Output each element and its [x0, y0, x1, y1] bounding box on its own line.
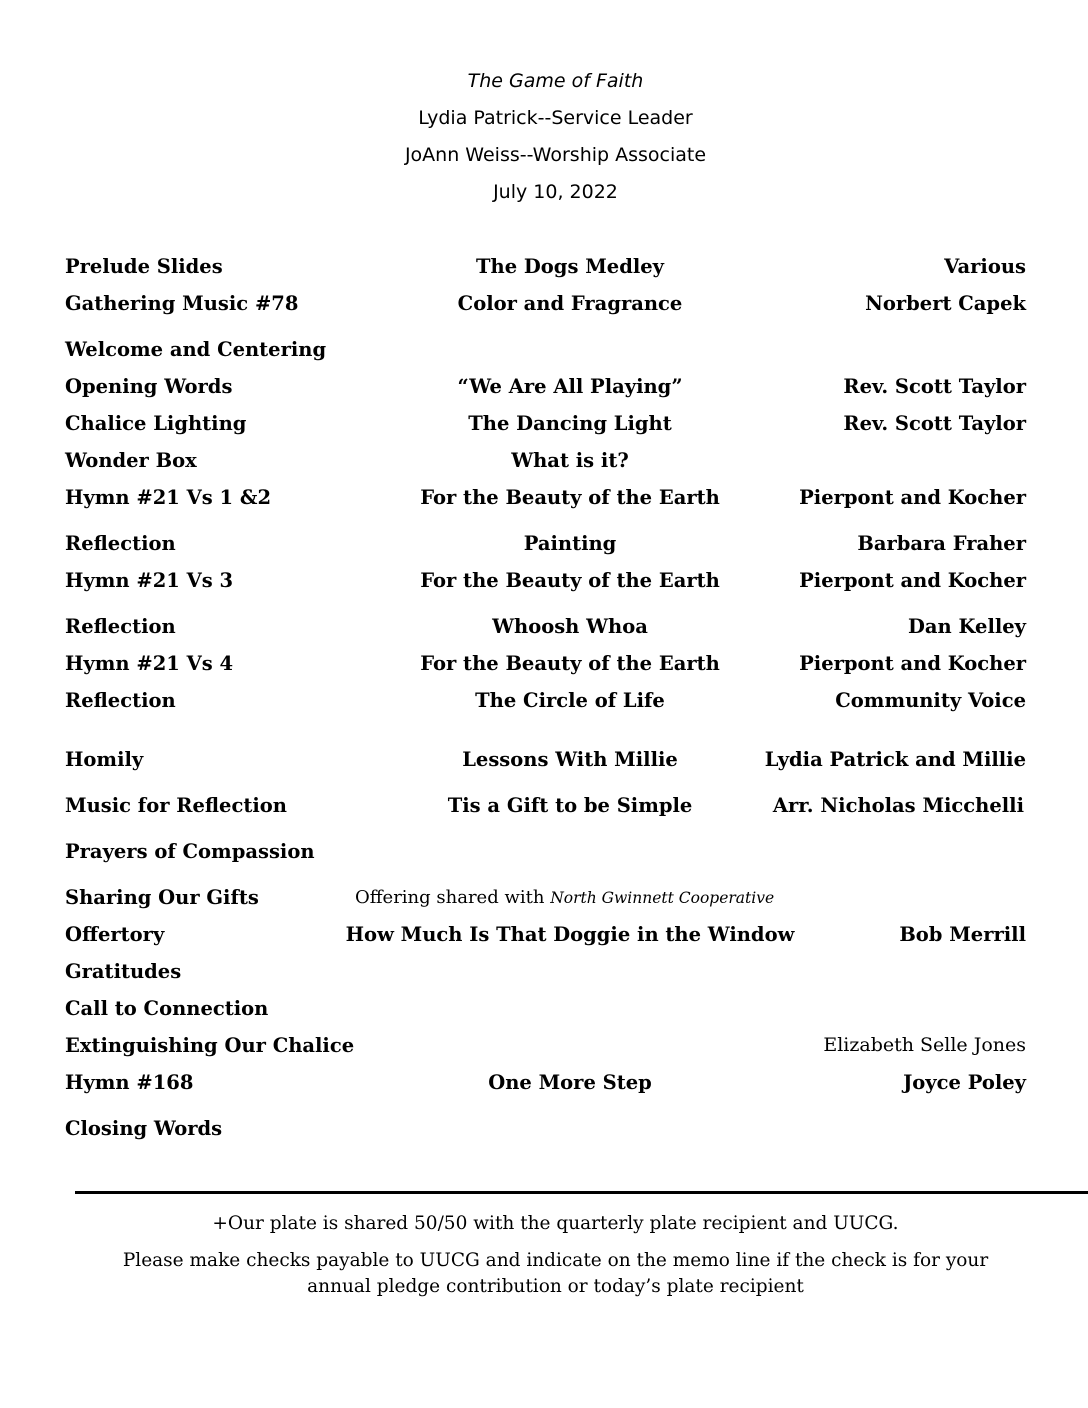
- program-title: The Dogs Medley: [476, 255, 664, 278]
- program-row: [65, 449, 1026, 479]
- program-title: One More Step: [488, 1071, 652, 1094]
- program-credit: Bob Merrill: [899, 923, 1026, 946]
- program-credit: Dan Kelley: [908, 615, 1026, 638]
- program-row: [65, 615, 1026, 645]
- program-row: [65, 292, 1026, 322]
- checks-note-line-1: Please make checks payable to UUCG and indicate on the memo line if the check is for your: [122, 1250, 989, 1271]
- program-credit: Barbara Fraher: [857, 532, 1026, 555]
- program-row: [65, 486, 1026, 516]
- program-item: Welcome and Centering: [65, 338, 327, 361]
- program-item: Chalice Lighting: [65, 412, 247, 435]
- program-row: [65, 748, 1026, 778]
- program-row: [65, 689, 1026, 719]
- program-row: [65, 960, 1026, 990]
- program-row: [65, 1071, 1026, 1101]
- program-title: The Dancing Light: [468, 412, 672, 435]
- program-row: [65, 840, 1026, 870]
- program-item: Hymn #21 Vs 1 &2: [65, 486, 272, 509]
- program-item: Gratitudes: [65, 960, 182, 983]
- program-item: Music for Reflection: [65, 794, 287, 817]
- program-item: Prayers of Compassion: [65, 840, 315, 863]
- program-credit: Rev. Scott Taylor: [843, 412, 1026, 435]
- footer-divider: [75, 1191, 1088, 1194]
- offering-note: [355, 887, 774, 908]
- checks-note-line-2: annual pledge contribution or today’s plate recipient: [307, 1276, 804, 1297]
- program-item: Closing Words: [65, 1117, 223, 1140]
- program-item: Extinguishing Our Chalice: [65, 1034, 355, 1057]
- worship-associate: JoAnn Weiss--Worship Associate: [404, 144, 707, 166]
- program-title: Lessons With Millie: [462, 748, 678, 771]
- plate-note: +Our plate is shared 50/50 with the quarterly plate recipient and UUCG.: [212, 1213, 899, 1234]
- program-title: The Circle of Life: [475, 689, 665, 712]
- program-item: Hymn #168: [65, 1071, 194, 1094]
- program-title: Painting: [523, 532, 617, 555]
- program-credit: Rev. Scott Taylor: [843, 375, 1026, 398]
- service-leader: Lydia Patrick--Service Leader: [418, 107, 693, 129]
- program-title: “We Are All Playing”: [457, 375, 683, 398]
- program-row: [65, 923, 1026, 953]
- program-item: Gathering Music #78: [65, 292, 299, 315]
- program-title: Color and Fragrance: [457, 292, 683, 315]
- service-date: July 10, 2022: [493, 181, 618, 203]
- program-credit: Elizabeth Selle Jones: [823, 1034, 1026, 1056]
- program-row: [65, 375, 1026, 405]
- program-row: [65, 338, 1026, 368]
- program-row: [65, 652, 1026, 682]
- program-title: For the Beauty of the Earth: [420, 486, 720, 509]
- program-item: Wonder Box: [65, 449, 197, 472]
- program-item: Reflection: [65, 689, 176, 712]
- program-item: Sharing Our Gifts: [65, 886, 259, 909]
- program-item: Call to Connection: [65, 997, 269, 1020]
- program-title: What is it?: [511, 449, 629, 472]
- program-row: [65, 412, 1026, 442]
- program-item: Hymn #21 Vs 4: [65, 652, 234, 675]
- program-title: Whoosh Whoa: [492, 615, 648, 638]
- program-credit: Pierpont and Kocher: [799, 486, 1026, 509]
- program-credit: Norbert Capek: [865, 292, 1026, 315]
- program-title: For the Beauty of the Earth: [420, 569, 720, 592]
- program-item: Homily: [65, 748, 144, 771]
- program-title: Tis a Gift to be Simple: [447, 794, 693, 817]
- program-item: Offertory: [65, 923, 165, 946]
- program-credit: Lydia Patrick and Millie: [764, 748, 1026, 771]
- program-credit: Community Voice: [835, 689, 1026, 712]
- program-row: [65, 569, 1026, 599]
- program-credit: Pierpont and Kocher: [799, 569, 1026, 592]
- program-title: How Much Is That Doggie in the Window: [345, 923, 795, 946]
- program-credit: Pierpont and Kocher: [799, 652, 1026, 675]
- program-row: [65, 255, 1026, 285]
- service-title: The Game of Faith: [467, 70, 644, 92]
- program-row: [65, 532, 1026, 562]
- program-item: Reflection: [65, 615, 176, 638]
- program-credit: Arr. Nicholas Micchelli: [772, 794, 1024, 817]
- offering-recipient: North Gwinnett Cooperative: [550, 889, 775, 907]
- program-row: [65, 997, 1026, 1027]
- program-credit: Joyce Poley: [903, 1071, 1026, 1094]
- program-title: For the Beauty of the Earth: [420, 652, 720, 675]
- program-item: Reflection: [65, 532, 176, 555]
- program-credit: Various: [944, 255, 1026, 278]
- program-row: [65, 1034, 1026, 1064]
- program-item: Opening Words: [65, 375, 233, 398]
- program-row: [65, 1117, 1026, 1147]
- program-item: Hymn #21 Vs 3: [65, 569, 234, 592]
- offering-note-prefix: Offering shared with: [355, 887, 545, 908]
- program-item: Prelude Slides: [65, 255, 223, 278]
- program-row: [65, 794, 1026, 824]
